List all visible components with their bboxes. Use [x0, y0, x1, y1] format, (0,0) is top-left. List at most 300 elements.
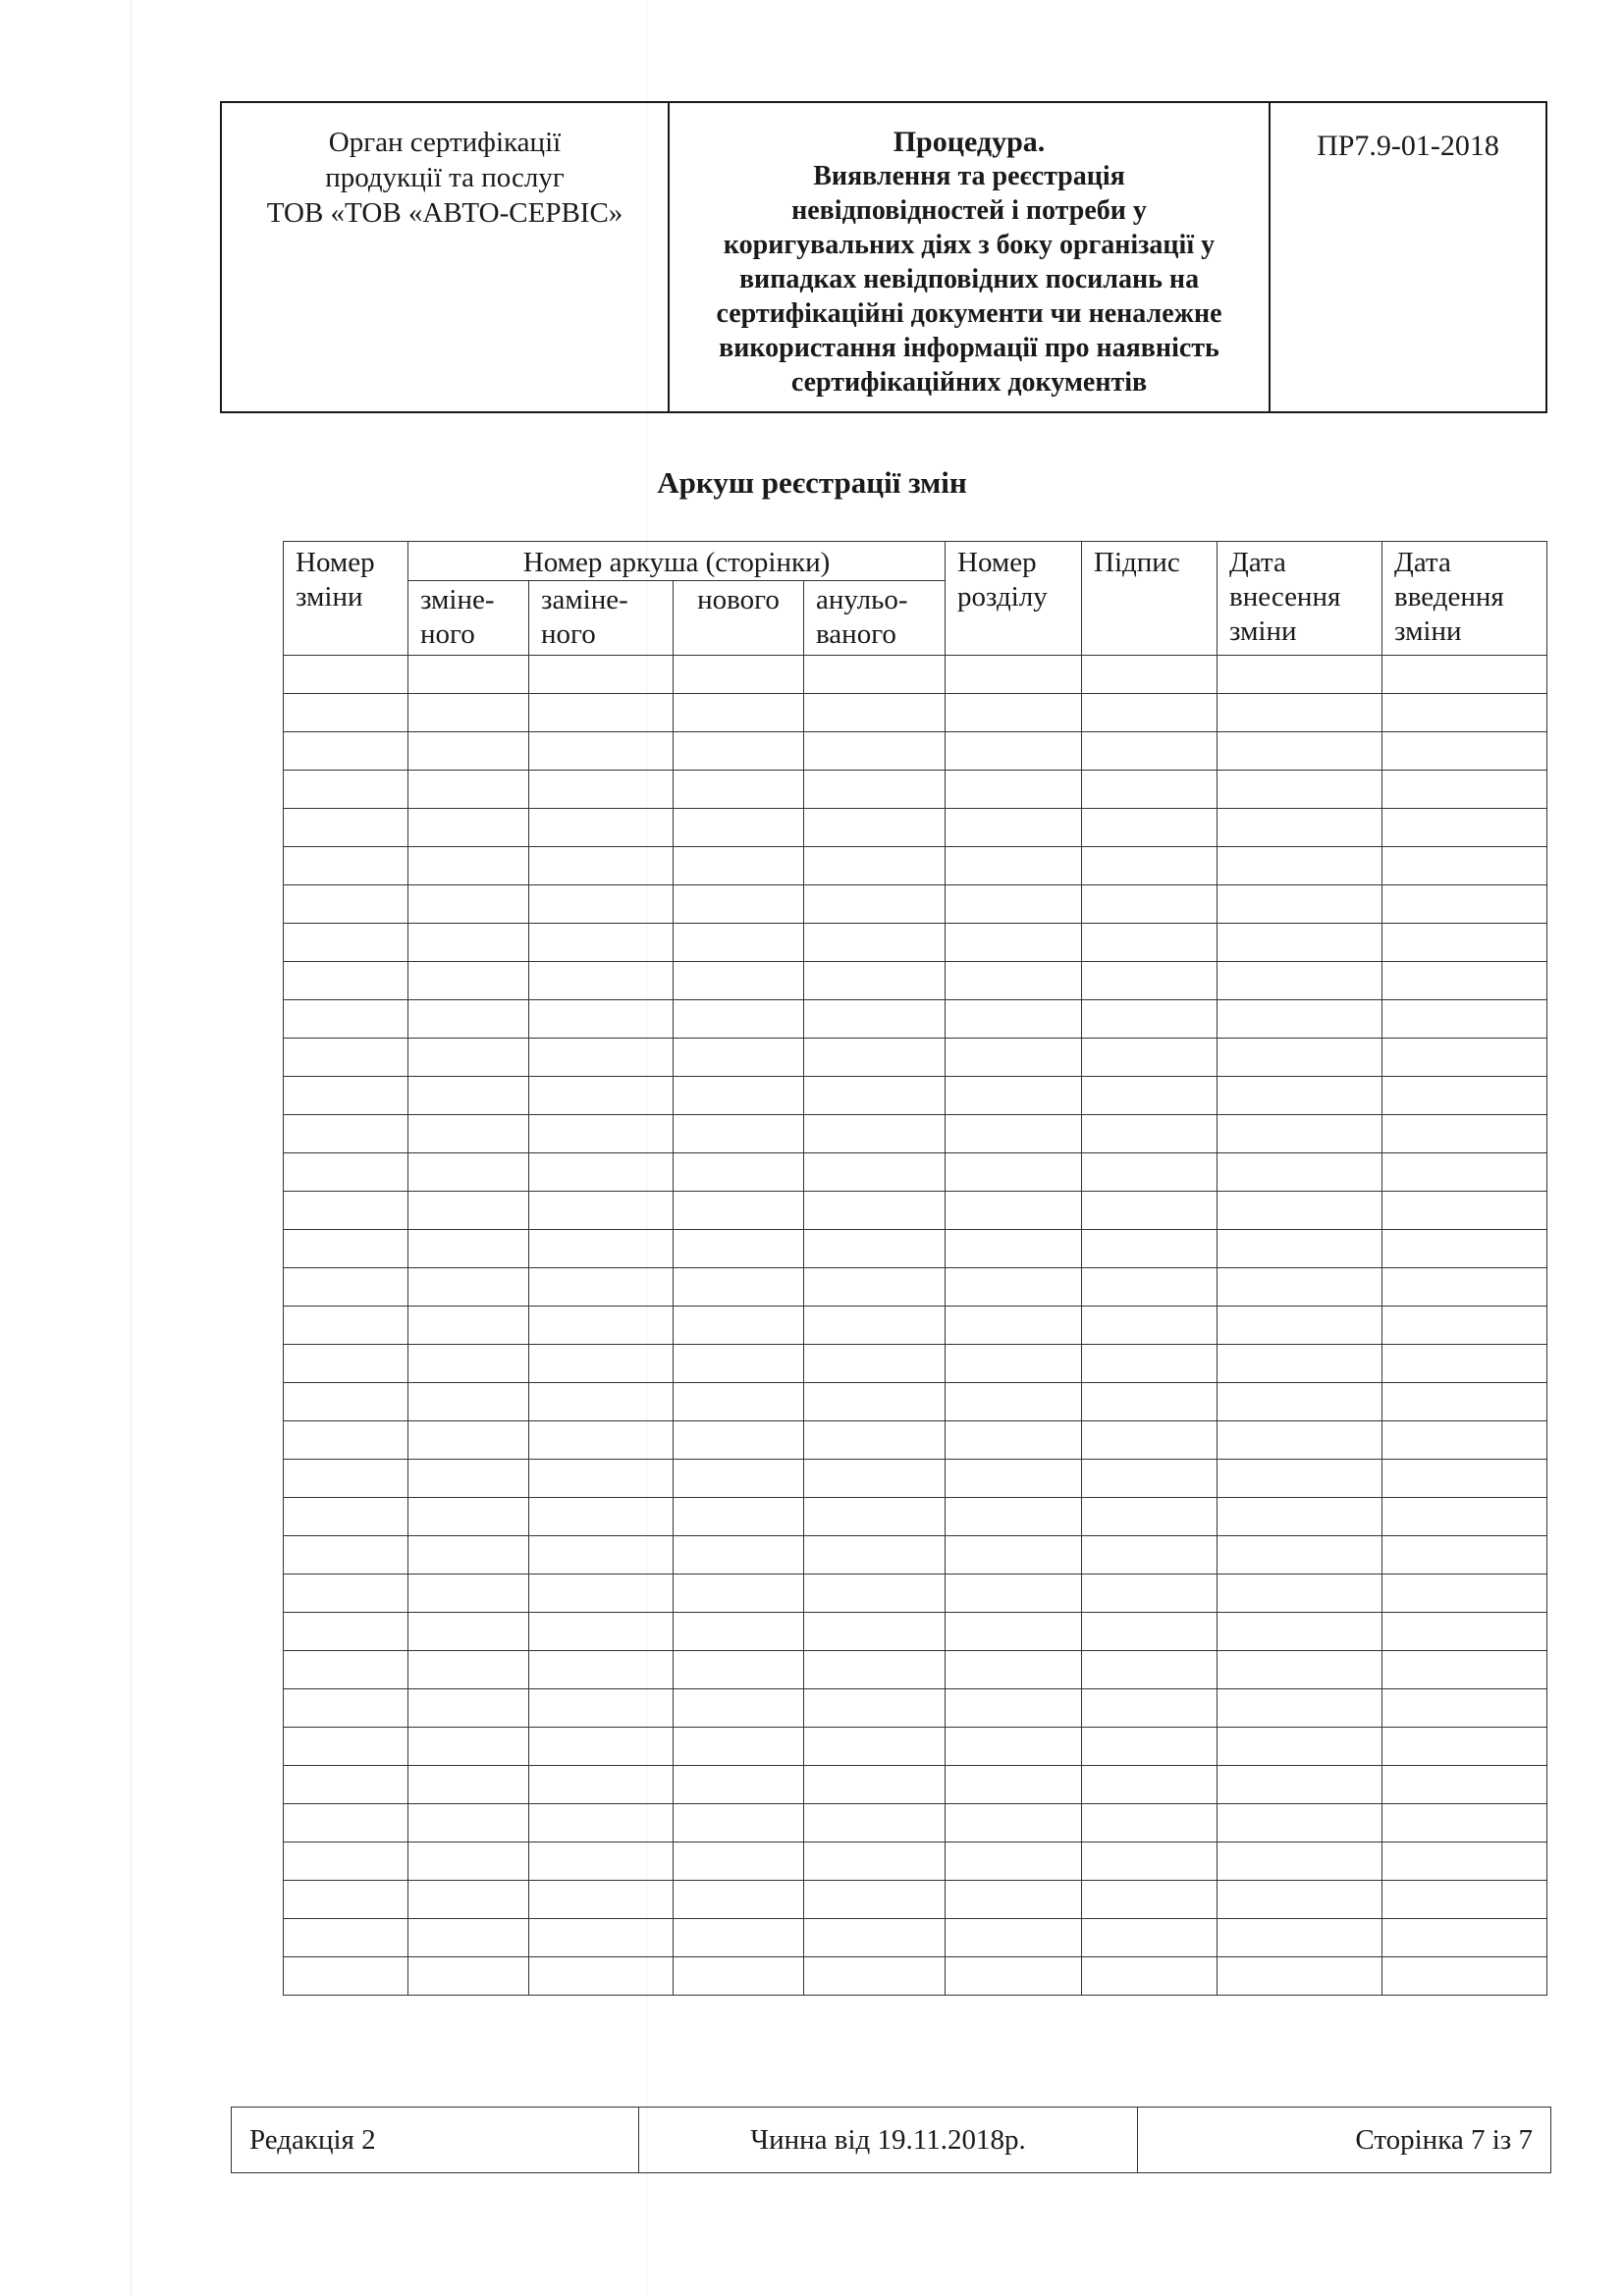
table-cell: [408, 1383, 529, 1421]
table-cell: [1218, 1842, 1382, 1881]
table-row: [284, 1192, 1547, 1230]
table-row: [284, 1268, 1547, 1307]
table-row: [284, 1153, 1547, 1192]
table-cell: [408, 885, 529, 924]
table-cell: [284, 1575, 408, 1613]
table-row: [284, 1077, 1547, 1115]
table-cell: [1382, 1192, 1547, 1230]
table-cell: [674, 1613, 804, 1651]
table-cell: [1218, 1498, 1382, 1536]
procedure-cell: [668, 103, 1269, 411]
table-cell: [529, 1000, 674, 1039]
document-code: ПР7.9-01-2018: [1317, 130, 1499, 162]
table-cell: [946, 1651, 1082, 1689]
valid-from-label: Чинна від 19.11.2018р.: [638, 2108, 1137, 2172]
table-cell: [1082, 1383, 1218, 1421]
table-cell: [284, 1153, 408, 1192]
table-cell: [1218, 1881, 1382, 1919]
table-cell: [1382, 694, 1547, 732]
table-row: [284, 1039, 1547, 1077]
table-cell: [674, 1039, 804, 1077]
table-cell: [804, 924, 946, 962]
document-footer: [231, 2107, 1551, 2173]
table-cell: [804, 1842, 946, 1881]
table-cell: [804, 809, 946, 847]
table-cell: [1218, 1268, 1382, 1307]
table-cell: [946, 1345, 1082, 1383]
table-cell: [1382, 1153, 1547, 1192]
table-cell: [946, 809, 1082, 847]
table-cell: [529, 1460, 674, 1498]
table-cell: [674, 1460, 804, 1498]
table-cell: [1082, 1153, 1218, 1192]
table-cell: [408, 1230, 529, 1268]
table-cell: [674, 771, 804, 809]
table-cell: [1218, 1613, 1382, 1651]
procedure-line: сертифікаційні документи чи неналежне: [716, 298, 1222, 329]
table-cell: [674, 1766, 804, 1804]
table-cell: [804, 1115, 946, 1153]
table-cell: [804, 1881, 946, 1919]
table-cell: [529, 694, 674, 732]
table-cell: [1082, 771, 1218, 809]
table-cell: [284, 771, 408, 809]
table-cell: [804, 962, 946, 1000]
table-cell: [284, 1077, 408, 1115]
table-cell: [946, 1842, 1082, 1881]
table-cell: [284, 1268, 408, 1307]
table-cell: [529, 1842, 674, 1881]
table-row: [284, 924, 1547, 962]
table-cell: [529, 1881, 674, 1919]
table-cell: [1382, 1536, 1547, 1575]
table-cell: [408, 1077, 529, 1115]
table-cell: [529, 732, 674, 771]
table-cell: [529, 1383, 674, 1421]
table-cell: [1382, 1498, 1547, 1536]
table-cell: [946, 1039, 1082, 1077]
table-cell: [1082, 656, 1218, 694]
table-row: [284, 1115, 1547, 1153]
table-cell: [1218, 1000, 1382, 1039]
table-cell: [408, 1651, 529, 1689]
table-cell: [529, 1804, 674, 1842]
table-cell: [408, 1460, 529, 1498]
table-row: [284, 1651, 1547, 1689]
table-cell: [1382, 1766, 1547, 1804]
table-cell: [804, 1613, 946, 1651]
table-body: [284, 656, 1547, 1996]
table-cell: [408, 1728, 529, 1766]
table-cell: [1218, 1383, 1382, 1421]
table-cell: [946, 1536, 1082, 1575]
table-cell: [1082, 1689, 1218, 1728]
table-cell: [1218, 1804, 1382, 1842]
table-cell: [1218, 1307, 1382, 1345]
table-cell: [1382, 1039, 1547, 1077]
table-cell: [284, 656, 408, 694]
table-cell: [674, 924, 804, 962]
table-cell: [1082, 1192, 1218, 1230]
table-cell: [804, 1651, 946, 1689]
table-cell: [1082, 1613, 1218, 1651]
edition-label: Редакція 2: [249, 2123, 376, 2156]
table-cell: [408, 1498, 529, 1536]
table-row: [284, 1919, 1547, 1957]
table-cell: [1382, 1575, 1547, 1613]
table-cell: [408, 1689, 529, 1728]
table-row: [284, 1230, 1547, 1268]
table-cell: [529, 924, 674, 962]
table-cell: [529, 1345, 674, 1383]
table-cell: [946, 1804, 1082, 1842]
table-cell: [804, 1536, 946, 1575]
table-cell: [529, 1268, 674, 1307]
table-cell: [804, 1728, 946, 1766]
table-cell: [284, 1842, 408, 1881]
table-cell: [1382, 1689, 1547, 1728]
table-cell: [946, 694, 1082, 732]
table-cell: [804, 732, 946, 771]
table-cell: [1218, 1192, 1382, 1230]
table-row: [284, 1766, 1547, 1804]
table-row: [284, 809, 1547, 847]
table-cell: [946, 1230, 1082, 1268]
table-row: [284, 732, 1547, 771]
table-cell: [284, 1460, 408, 1498]
table-row: [284, 847, 1547, 885]
table-cell: [284, 1728, 408, 1766]
table-cell: [1218, 771, 1382, 809]
table-cell: [674, 1421, 804, 1460]
table-cell: [804, 1383, 946, 1421]
table-cell: [946, 656, 1082, 694]
certification-body-cell: [222, 103, 668, 411]
table-cell: [674, 1307, 804, 1345]
table-cell: [674, 1268, 804, 1307]
table-cell: [1218, 1230, 1382, 1268]
table-row: [284, 1000, 1547, 1039]
table-cell: [804, 1804, 946, 1842]
table-cell: [674, 962, 804, 1000]
table-cell: [674, 1575, 804, 1613]
table-cell: [529, 1153, 674, 1192]
table-cell: [284, 1383, 408, 1421]
table-cell: [674, 1842, 804, 1881]
table-cell: [408, 1000, 529, 1039]
table-cell: [1218, 1421, 1382, 1460]
table-cell: [284, 1613, 408, 1651]
table-cell: [674, 1957, 804, 1996]
table-row: [284, 962, 1547, 1000]
table-cell: [1082, 1498, 1218, 1536]
table-cell: [1218, 1039, 1382, 1077]
table-cell: [408, 1268, 529, 1307]
table-row: [284, 656, 1547, 694]
table-cell: [284, 1536, 408, 1575]
table-cell: [1082, 1039, 1218, 1077]
table-cell: [946, 1115, 1082, 1153]
table-row: [284, 885, 1547, 924]
header-effective-date: Дата введення зміни: [1382, 542, 1547, 656]
table-row: [284, 1881, 1547, 1919]
table-cell: [408, 1766, 529, 1804]
table-cell: [408, 1957, 529, 1996]
table-cell: [804, 1000, 946, 1039]
table-cell: [408, 1345, 529, 1383]
table-cell: [1218, 1919, 1382, 1957]
table-cell: [408, 1536, 529, 1575]
table-cell: [529, 1421, 674, 1460]
table-cell: [804, 1421, 946, 1460]
table-cell: [1218, 1153, 1382, 1192]
table-cell: [284, 1919, 408, 1957]
table-cell: [529, 1689, 674, 1728]
table-cell: [1218, 847, 1382, 885]
table-cell: [674, 1077, 804, 1115]
table-cell: [1082, 1728, 1218, 1766]
table-cell: [284, 1651, 408, 1689]
table-cell: [284, 1115, 408, 1153]
table-cell: [408, 1115, 529, 1153]
table-cell: [529, 1077, 674, 1115]
table-cell: [1218, 1575, 1382, 1613]
table-cell: [1082, 1536, 1218, 1575]
table-cell: [674, 847, 804, 885]
table-row: [284, 1689, 1547, 1728]
table-cell: [946, 1957, 1082, 1996]
table-cell: [1082, 1230, 1218, 1268]
table-cell: [408, 1613, 529, 1651]
table-cell: [804, 1689, 946, 1728]
header-entry-date: Дата внесення зміни: [1218, 542, 1382, 656]
table-cell: [1382, 809, 1547, 847]
table-cell: [1382, 656, 1547, 694]
table-cell: [529, 1536, 674, 1575]
table-cell: [1082, 1345, 1218, 1383]
table-cell: [1218, 1077, 1382, 1115]
table-cell: [674, 732, 804, 771]
procedure-line: сертифікаційних документів: [790, 367, 1148, 398]
table-cell: [1218, 1345, 1382, 1383]
table-cell: [804, 847, 946, 885]
table-cell: [1382, 1651, 1547, 1689]
org-line: ТОВ «ТОВ «АВТО-СЕРВІС»: [266, 197, 623, 229]
table-row: [284, 1498, 1547, 1536]
subheader-new: нового: [674, 581, 804, 656]
table-cell: [674, 885, 804, 924]
subheader-changed: зміне- ного: [408, 581, 529, 656]
table-cell: [284, 732, 408, 771]
subheader-replaced: заміне- ного: [529, 581, 674, 656]
table-cell: [946, 1383, 1082, 1421]
table-cell: [674, 1345, 804, 1383]
table-row: [284, 694, 1547, 732]
table-cell: [1382, 1345, 1547, 1383]
table-cell: [1382, 885, 1547, 924]
table-cell: [1382, 1957, 1547, 1996]
table-cell: [804, 885, 946, 924]
table-cell: [674, 694, 804, 732]
table-cell: [946, 1881, 1082, 1919]
table-cell: [284, 1345, 408, 1383]
table-cell: [284, 694, 408, 732]
table-cell: [946, 732, 1082, 771]
table-cell: [804, 1153, 946, 1192]
table-row: [284, 1383, 1547, 1421]
table-cell: [1082, 1919, 1218, 1957]
table-cell: [408, 847, 529, 885]
sheet-title: Аркуш реєстрації змін: [657, 465, 967, 500]
table-cell: [529, 1575, 674, 1613]
procedure-line: випадках невідповідних посилань на: [738, 264, 1200, 294]
table-cell: [674, 1804, 804, 1842]
table-row: [284, 1575, 1547, 1613]
table-cell: [284, 1192, 408, 1230]
table-cell: [1218, 1766, 1382, 1804]
table-cell: [1382, 1842, 1547, 1881]
table-row: [284, 1536, 1547, 1575]
table-cell: [284, 1957, 408, 1996]
org-line: Орган сертифікації: [328, 127, 562, 158]
procedure-line: невідповідностей і потреби у: [791, 195, 1147, 226]
table-cell: [1082, 924, 1218, 962]
table-cell: [408, 656, 529, 694]
table-cell: [408, 771, 529, 809]
table-cell: [1082, 1000, 1218, 1039]
table-cell: [1218, 694, 1382, 732]
table-cell: [1218, 1728, 1382, 1766]
table-cell: [408, 924, 529, 962]
table-cell: [529, 1039, 674, 1077]
table-cell: [1082, 694, 1218, 732]
procedure-line: використання інформації про наявність: [719, 333, 1219, 363]
page-number-label: Сторінка 7 із 7: [1137, 2108, 1550, 2172]
table-cell: [529, 1728, 674, 1766]
table-cell: [284, 1689, 408, 1728]
table-cell: [674, 1536, 804, 1575]
table-cell: [529, 962, 674, 1000]
table-cell: [674, 1651, 804, 1689]
table-cell: [1082, 1077, 1218, 1115]
table-cell: [408, 732, 529, 771]
procedure-title: Процедура.: [893, 126, 1046, 158]
document-code-cell: [1269, 103, 1545, 411]
table-row: [284, 1728, 1547, 1766]
table-cell: [529, 1192, 674, 1230]
table-cell: [804, 1192, 946, 1230]
table-cell: [1382, 1268, 1547, 1307]
table-cell: [1382, 1421, 1547, 1460]
table-cell: [674, 1192, 804, 1230]
table-cell: [284, 1766, 408, 1804]
table-cell: [1382, 1613, 1547, 1651]
table-row: [284, 1345, 1547, 1383]
table-cell: [1082, 1804, 1218, 1842]
table-cell: [284, 1000, 408, 1039]
table-cell: [1382, 1230, 1547, 1268]
table-cell: [408, 694, 529, 732]
table-cell: [804, 656, 946, 694]
table-cell: [529, 809, 674, 847]
table-cell: [1382, 924, 1547, 962]
table-cell: [529, 1230, 674, 1268]
table-cell: [408, 1919, 529, 1957]
table-cell: [1218, 656, 1382, 694]
table-cell: [284, 809, 408, 847]
table-cell: [804, 1230, 946, 1268]
table-cell: [1218, 1115, 1382, 1153]
table-cell: [946, 1192, 1082, 1230]
table-cell: [1382, 962, 1547, 1000]
table-cell: [1218, 1689, 1382, 1728]
table-cell: [674, 1153, 804, 1192]
table-cell: [1082, 847, 1218, 885]
table-cell: [529, 656, 674, 694]
table-cell: [529, 771, 674, 809]
table-cell: [1082, 885, 1218, 924]
table-cell: [1382, 1804, 1547, 1842]
table-cell: [804, 1460, 946, 1498]
table-cell: [1218, 885, 1382, 924]
table-row: [284, 1804, 1547, 1842]
table-row: [284, 1421, 1547, 1460]
table-cell: [946, 1728, 1082, 1766]
table-cell: [1082, 732, 1218, 771]
table-row: [284, 1957, 1547, 1996]
table-cell: [1218, 1536, 1382, 1575]
table-cell: [946, 1689, 1082, 1728]
table-cell: [1082, 1421, 1218, 1460]
table-cell: [408, 1575, 529, 1613]
table-cell: [946, 1498, 1082, 1536]
table-cell: [1218, 1460, 1382, 1498]
table-cell: [284, 1039, 408, 1077]
table-cell: [674, 1728, 804, 1766]
table-cell: [946, 1077, 1082, 1115]
procedure-line: Виявлення та реєстрація: [813, 161, 1125, 191]
table-row: [284, 1460, 1547, 1498]
table-cell: [1218, 809, 1382, 847]
table-cell: [946, 885, 1082, 924]
table-cell: [674, 1383, 804, 1421]
table-cell: [408, 1881, 529, 1919]
header-sheet-number-group: Номер аркуша (сторінки): [408, 542, 946, 581]
table-cell: [1082, 1575, 1218, 1613]
table-cell: [284, 1881, 408, 1919]
table-cell: [1218, 924, 1382, 962]
table-cell: [804, 771, 946, 809]
table-cell: [284, 885, 408, 924]
table-cell: [1082, 1307, 1218, 1345]
table-cell: [674, 656, 804, 694]
table-cell: [1082, 809, 1218, 847]
table-cell: [946, 1153, 1082, 1192]
table-cell: [946, 1766, 1082, 1804]
table-cell: [284, 1230, 408, 1268]
table-cell: [1218, 1957, 1382, 1996]
table-cell: [284, 1498, 408, 1536]
table-cell: [1382, 1460, 1547, 1498]
table-row: [284, 1307, 1547, 1345]
table-cell: [529, 885, 674, 924]
table-cell: [529, 1919, 674, 1957]
table-row: [284, 1613, 1547, 1651]
table-cell: [284, 1421, 408, 1460]
table-cell: [804, 1575, 946, 1613]
table-cell: [804, 1039, 946, 1077]
header-change-number: Номер зміни: [284, 542, 408, 656]
